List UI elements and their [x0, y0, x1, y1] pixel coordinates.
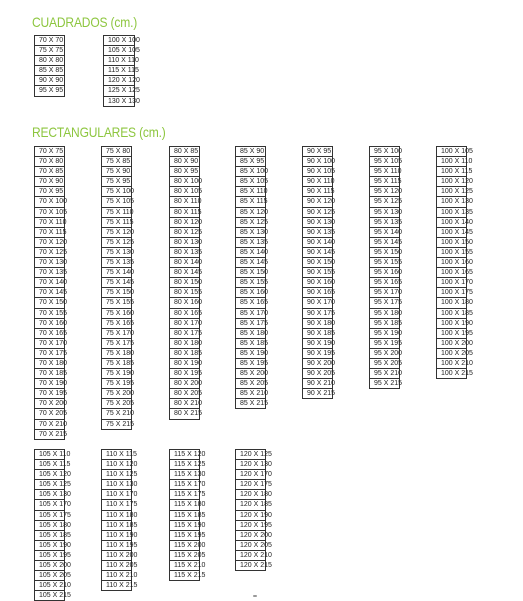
size-cell: 95 X 205	[369, 359, 400, 369]
size-cell: 70 X 160	[34, 319, 65, 329]
size-cell: 70 X 120	[34, 238, 65, 248]
size-cell: 110 X 195	[101, 541, 132, 551]
size-cell: 95 X 195	[369, 339, 400, 349]
size-cell: 80 X 150	[169, 278, 200, 288]
size-cell: 120 X 215	[235, 561, 266, 571]
size-column	[436, 146, 473, 379]
size-cell: 105 X 125	[34, 480, 65, 490]
size-cell: 70 X 205	[34, 409, 65, 419]
size-cell: 90 X 90	[34, 76, 65, 86]
size-cell: 70 X 135	[34, 268, 65, 278]
size-cell: 85 X 170	[235, 309, 266, 319]
size-cell: 90 X 210	[302, 379, 333, 389]
size-cell: 70 X 100	[34, 197, 65, 207]
size-cell: 105 X 110	[34, 450, 65, 460]
size-column	[34, 449, 71, 601]
size-cell: 75 X 205	[101, 399, 132, 409]
size-cell: 95 X 160	[369, 268, 400, 278]
size-cell: 85 X 130	[235, 228, 266, 238]
size-cell: 90 X 205	[302, 369, 333, 379]
size-cell: 70 X 105	[34, 208, 65, 218]
size-cell: 80 X 160	[169, 298, 200, 308]
size-cell: 85 X 205	[235, 379, 266, 389]
size-cell: 80 X 195	[169, 369, 200, 379]
size-cell: 105 X 170	[34, 500, 65, 510]
size-cell: 95 X 210	[369, 369, 400, 379]
size-cell: 75 X 100	[101, 187, 132, 197]
size-cell: 110 X 125	[101, 470, 132, 480]
size-cell: 70 X 95	[34, 187, 65, 197]
size-cell: 70 X 85	[34, 167, 65, 177]
size-cell: 120 X 185	[235, 500, 266, 510]
size-cell: 95 X 180	[369, 309, 400, 319]
size-cell: 105 X 105	[103, 46, 135, 56]
size-cell: 90 X 175	[302, 309, 333, 319]
size-cell: 120 X 205	[235, 541, 266, 551]
size-cell: 85 X 95	[235, 157, 266, 167]
size-cell: 100 X 165	[436, 268, 467, 278]
size-cell: 115 X 210	[169, 561, 200, 571]
size-column	[103, 35, 140, 107]
size-column	[369, 146, 403, 389]
size-cell: 80 X 85	[169, 147, 200, 157]
size-cell: 80 X 170	[169, 319, 200, 329]
size-cell: 80 X 185	[169, 349, 200, 359]
size-cell: 85 X 215	[235, 399, 266, 409]
size-cell: 95 X 115	[369, 177, 400, 187]
size-cell: 100 X 185	[436, 309, 467, 319]
size-cell: 75 X 170	[101, 329, 132, 339]
size-cell: 115 X 190	[169, 521, 200, 531]
size-cell: 90 X 105	[302, 167, 333, 177]
size-column	[235, 449, 272, 571]
size-cell: 75 X 160	[101, 309, 132, 319]
size-cell: 85 X 195	[235, 359, 266, 369]
size-cell: 115 X 125	[169, 460, 200, 470]
size-cell: 80 X 105	[169, 187, 200, 197]
size-cell: 80 X 135	[169, 248, 200, 258]
size-cell: 95 X 125	[369, 197, 400, 207]
size-cell: 110 X 180	[101, 511, 132, 521]
size-cell: 75 X 150	[101, 288, 132, 298]
size-cell: 90 X 200	[302, 359, 333, 369]
size-cell: 70 X 140	[34, 278, 65, 288]
size-cell: 100 X 100	[103, 36, 135, 46]
size-cell: 70 X 185	[34, 369, 65, 379]
size-cell: 90 X 100	[302, 157, 333, 167]
size-cell: 85 X 210	[235, 389, 266, 399]
size-cell: 100 X 160	[436, 258, 467, 268]
size-cell: 115 X 200	[169, 541, 200, 551]
size-cell: 95 X 95	[34, 86, 65, 96]
size-cell: 95 X 150	[369, 248, 400, 258]
size-cell: 85 X 85	[34, 66, 65, 76]
size-cell: 90 X 120	[302, 197, 333, 207]
size-cell: 115 X 180	[169, 500, 200, 510]
size-cell: 105 X 175	[34, 511, 65, 521]
size-cell: 100 X 110	[436, 157, 467, 167]
size-cell: 75 X 85	[101, 157, 132, 167]
size-cell: 75 X 145	[101, 278, 132, 288]
size-cell: 110 X 110	[103, 56, 135, 66]
size-cell: 80 X 205	[169, 389, 200, 399]
size-cell: 110 X 205	[101, 561, 132, 571]
size-cell: 70 X 195	[34, 389, 65, 399]
size-cell: 90 X 185	[302, 329, 333, 339]
size-cell: 90 X 165	[302, 288, 333, 298]
size-cell: 70 X 110	[34, 218, 65, 228]
heading-square-sizes: CUADRADOS (cm.)	[32, 14, 138, 30]
size-cell: 70 X 75	[34, 147, 65, 157]
size-cell: 80 X 215	[169, 409, 200, 419]
size-cell: 85 X 200	[235, 369, 266, 379]
size-cell: 110 X 175	[101, 500, 132, 510]
size-cell: 100 X 120	[436, 177, 467, 187]
size-cell: 130 X 130	[103, 97, 135, 107]
size-cell: 105 X 120	[34, 470, 65, 480]
size-cell: 90 X 170	[302, 298, 333, 308]
size-cell: 85 X 100	[235, 167, 266, 177]
size-cell: 75 X 125	[101, 238, 132, 248]
size-cell: 115 X 175	[169, 490, 200, 500]
size-cell: 100 X 175	[436, 288, 467, 298]
size-cell: 75 X 110	[101, 208, 132, 218]
size-cell: 115 X 115	[103, 66, 135, 76]
size-cell: 95 X 100	[369, 147, 400, 157]
size-cell: 90 X 190	[302, 339, 333, 349]
size-cell: 85 X 155	[235, 278, 266, 288]
size-column	[302, 146, 336, 399]
size-cell: 70 X 115	[34, 228, 65, 238]
size-cell: 70 X 175	[34, 349, 65, 359]
size-column	[169, 146, 203, 420]
size-cell: 110 X 215	[101, 581, 132, 591]
size-cell: 80 X 95	[169, 167, 200, 177]
size-cell: 100 X 190	[436, 319, 467, 329]
size-cell: 115 X 215	[169, 571, 200, 581]
size-cell: 75 X 180	[101, 349, 132, 359]
size-column	[235, 146, 269, 409]
size-cell: 70 X 210	[34, 420, 65, 430]
size-cell: 80 X 200	[169, 379, 200, 389]
size-cell: 100 X 200	[436, 339, 467, 349]
size-cell: 75 X 210	[101, 409, 132, 419]
size-cell: 100 X 205	[436, 349, 467, 359]
size-cell: 75 X 95	[101, 177, 132, 187]
size-cell: 105 X 115	[34, 460, 65, 470]
size-cell: 100 X 145	[436, 228, 467, 238]
size-cell: 85 X 125	[235, 218, 266, 228]
size-cell: 105 X 200	[34, 561, 65, 571]
size-cell: 95 X 130	[369, 208, 400, 218]
size-cell: 90 X 95	[302, 147, 333, 157]
size-cell: 80 X 125	[169, 228, 200, 238]
size-cell: 70 X 145	[34, 288, 65, 298]
size-cell: 110 X 120	[101, 460, 132, 470]
size-cell: 105 X 190	[34, 541, 65, 551]
size-cell: 90 X 215	[302, 389, 333, 399]
size-cell: 90 X 195	[302, 349, 333, 359]
size-cell: 95 X 135	[369, 218, 400, 228]
size-cell: 100 X 210	[436, 359, 467, 369]
size-cell: 105 X 180	[34, 521, 65, 531]
size-cell: 75 X 130	[101, 248, 132, 258]
size-cell: 120 X 195	[235, 521, 266, 531]
size-cell: 95 X 185	[369, 319, 400, 329]
size-cell: 95 X 145	[369, 238, 400, 248]
size-cell: 100 X 115	[436, 167, 467, 177]
size-cell: 85 X 175	[235, 319, 266, 329]
size-cell: 75 X 200	[101, 389, 132, 399]
size-cell: 90 X 155	[302, 268, 333, 278]
size-cell: 80 X 155	[169, 288, 200, 298]
size-cell: 75 X 140	[101, 268, 132, 278]
size-cell: 115 X 195	[169, 531, 200, 541]
size-cell: 80 X 115	[169, 208, 200, 218]
size-cell: 120 X 125	[235, 450, 266, 460]
size-cell: 75 X 175	[101, 339, 132, 349]
size-cell: 110 X 190	[101, 531, 132, 541]
page-mark	[253, 595, 257, 597]
size-cell: 85 X 140	[235, 248, 266, 258]
size-cell: 120 X 200	[235, 531, 266, 541]
size-cell: 95 X 110	[369, 167, 400, 177]
size-cell: 90 X 110	[302, 177, 333, 187]
size-cell: 80 X 90	[169, 157, 200, 167]
size-cell: 110 X 200	[101, 551, 132, 561]
size-cell: 95 X 105	[369, 157, 400, 167]
size-cell: 100 X 125	[436, 187, 467, 197]
size-cell: 85 X 160	[235, 288, 266, 298]
size-cell: 105 X 210	[34, 581, 65, 591]
size-cell: 80 X 180	[169, 339, 200, 349]
size-cell: 80 X 80	[34, 56, 65, 66]
size-cell: 75 X 80	[101, 147, 132, 157]
heading-rectangular-sizes: RECTANGULARES (cm.)	[32, 124, 166, 140]
size-cell: 70 X 165	[34, 329, 65, 339]
size-cell: 85 X 90	[235, 147, 266, 157]
size-cell: 100 X 105	[436, 147, 467, 157]
size-cell: 70 X 150	[34, 298, 65, 308]
size-cell: 120 X 170	[235, 470, 266, 480]
size-cell: 70 X 155	[34, 309, 65, 319]
size-cell: 80 X 210	[169, 399, 200, 409]
size-cell: 75 X 155	[101, 298, 132, 308]
size-cell: 95 X 175	[369, 298, 400, 308]
size-cell: 70 X 215	[34, 430, 65, 440]
size-cell: 85 X 105	[235, 177, 266, 187]
size-cell: 75 X 190	[101, 369, 132, 379]
size-cell: 110 X 130	[101, 480, 132, 490]
size-cell: 70 X 130	[34, 258, 65, 268]
size-cell: 105 X 130	[34, 490, 65, 500]
size-cell: 95 X 190	[369, 329, 400, 339]
size-cell: 70 X 180	[34, 359, 65, 369]
size-cell: 120 X 130	[235, 460, 266, 470]
size-cell: 75 X 215	[101, 420, 132, 430]
size-cell: 75 X 105	[101, 197, 132, 207]
size-cell: 125 X 125	[103, 86, 135, 96]
size-cell: 70 X 80	[34, 157, 65, 167]
size-cell: 95 X 170	[369, 288, 400, 298]
size-cell: 110 X 115	[101, 450, 132, 460]
size-cell: 120 X 210	[235, 551, 266, 561]
size-cell: 100 X 140	[436, 218, 467, 228]
size-cell: 105 X 205	[34, 571, 65, 581]
size-cell: 100 X 135	[436, 208, 467, 218]
size-cell: 95 X 140	[369, 228, 400, 238]
size-cell: 85 X 180	[235, 329, 266, 339]
size-cell: 80 X 190	[169, 359, 200, 369]
size-cell: 80 X 145	[169, 268, 200, 278]
size-cell: 115 X 205	[169, 551, 200, 561]
size-cell: 85 X 120	[235, 208, 266, 218]
size-cell: 75 X 165	[101, 319, 132, 329]
size-column	[101, 449, 138, 591]
size-cell: 85 X 185	[235, 339, 266, 349]
size-cell: 90 X 150	[302, 258, 333, 268]
size-column	[169, 449, 206, 581]
size-cell: 75 X 135	[101, 258, 132, 268]
size-cell: 85 X 145	[235, 258, 266, 268]
size-cell: 90 X 145	[302, 248, 333, 258]
size-cell: 70 X 70	[34, 36, 65, 46]
size-cell: 80 X 120	[169, 218, 200, 228]
size-cell: 85 X 190	[235, 349, 266, 359]
size-cell: 100 X 130	[436, 197, 467, 207]
size-cell: 100 X 150	[436, 238, 467, 248]
size-cell: 85 X 135	[235, 238, 266, 248]
size-cell: 85 X 115	[235, 197, 266, 207]
size-cell: 100 X 195	[436, 329, 467, 339]
size-cell: 90 X 125	[302, 208, 333, 218]
size-cell: 70 X 170	[34, 339, 65, 349]
size-cell: 85 X 110	[235, 187, 266, 197]
size-cell: 85 X 150	[235, 268, 266, 278]
size-cell: 80 X 140	[169, 258, 200, 268]
size-cell: 80 X 175	[169, 329, 200, 339]
size-cell: 105 X 185	[34, 531, 65, 541]
size-cell: 75 X 75	[34, 46, 65, 56]
size-cell: 80 X 165	[169, 309, 200, 319]
size-cell: 75 X 90	[101, 167, 132, 177]
size-cell: 80 X 110	[169, 197, 200, 207]
size-cell: 95 X 165	[369, 278, 400, 288]
size-cell: 90 X 115	[302, 187, 333, 197]
size-cell: 75 X 120	[101, 228, 132, 238]
size-cell: 100 X 170	[436, 278, 467, 288]
size-cell: 95 X 155	[369, 258, 400, 268]
size-cell: 120 X 190	[235, 511, 266, 521]
size-column	[34, 35, 65, 97]
size-cell: 75 X 195	[101, 379, 132, 389]
size-cell: 90 X 130	[302, 218, 333, 228]
size-cell: 75 X 115	[101, 218, 132, 228]
size-cell: 70 X 125	[34, 248, 65, 258]
size-cell: 115 X 120	[169, 450, 200, 460]
size-cell: 100 X 215	[436, 369, 467, 379]
size-cell: 105 X 215	[34, 591, 65, 601]
size-cell: 120 X 175	[235, 480, 266, 490]
size-cell: 85 X 165	[235, 298, 266, 308]
size-cell: 75 X 185	[101, 359, 132, 369]
size-cell: 110 X 185	[101, 521, 132, 531]
size-cell: 110 X 210	[101, 571, 132, 581]
size-column	[101, 146, 135, 430]
size-cell: 90 X 140	[302, 238, 333, 248]
size-cell: 90 X 160	[302, 278, 333, 288]
size-column	[34, 146, 68, 440]
size-cell: 70 X 200	[34, 399, 65, 409]
size-cell: 95 X 120	[369, 187, 400, 197]
size-cell: 90 X 135	[302, 228, 333, 238]
size-cell: 115 X 185	[169, 511, 200, 521]
size-cell: 80 X 130	[169, 238, 200, 248]
size-cell: 95 X 215	[369, 379, 400, 389]
size-cell: 80 X 100	[169, 177, 200, 187]
size-cell: 105 X 195	[34, 551, 65, 561]
size-cell: 95 X 200	[369, 349, 400, 359]
size-cell: 110 X 170	[101, 490, 132, 500]
size-cell: 100 X 155	[436, 248, 467, 258]
size-cell: 90 X 180	[302, 319, 333, 329]
size-cell: 115 X 130	[169, 470, 200, 480]
size-cell: 120 X 120	[103, 76, 135, 86]
size-cell: 100 X 180	[436, 298, 467, 308]
size-cell: 70 X 190	[34, 379, 65, 389]
size-cell: 115 X 170	[169, 480, 200, 490]
size-cell: 70 X 90	[34, 177, 65, 187]
size-cell: 120 X 180	[235, 490, 266, 500]
